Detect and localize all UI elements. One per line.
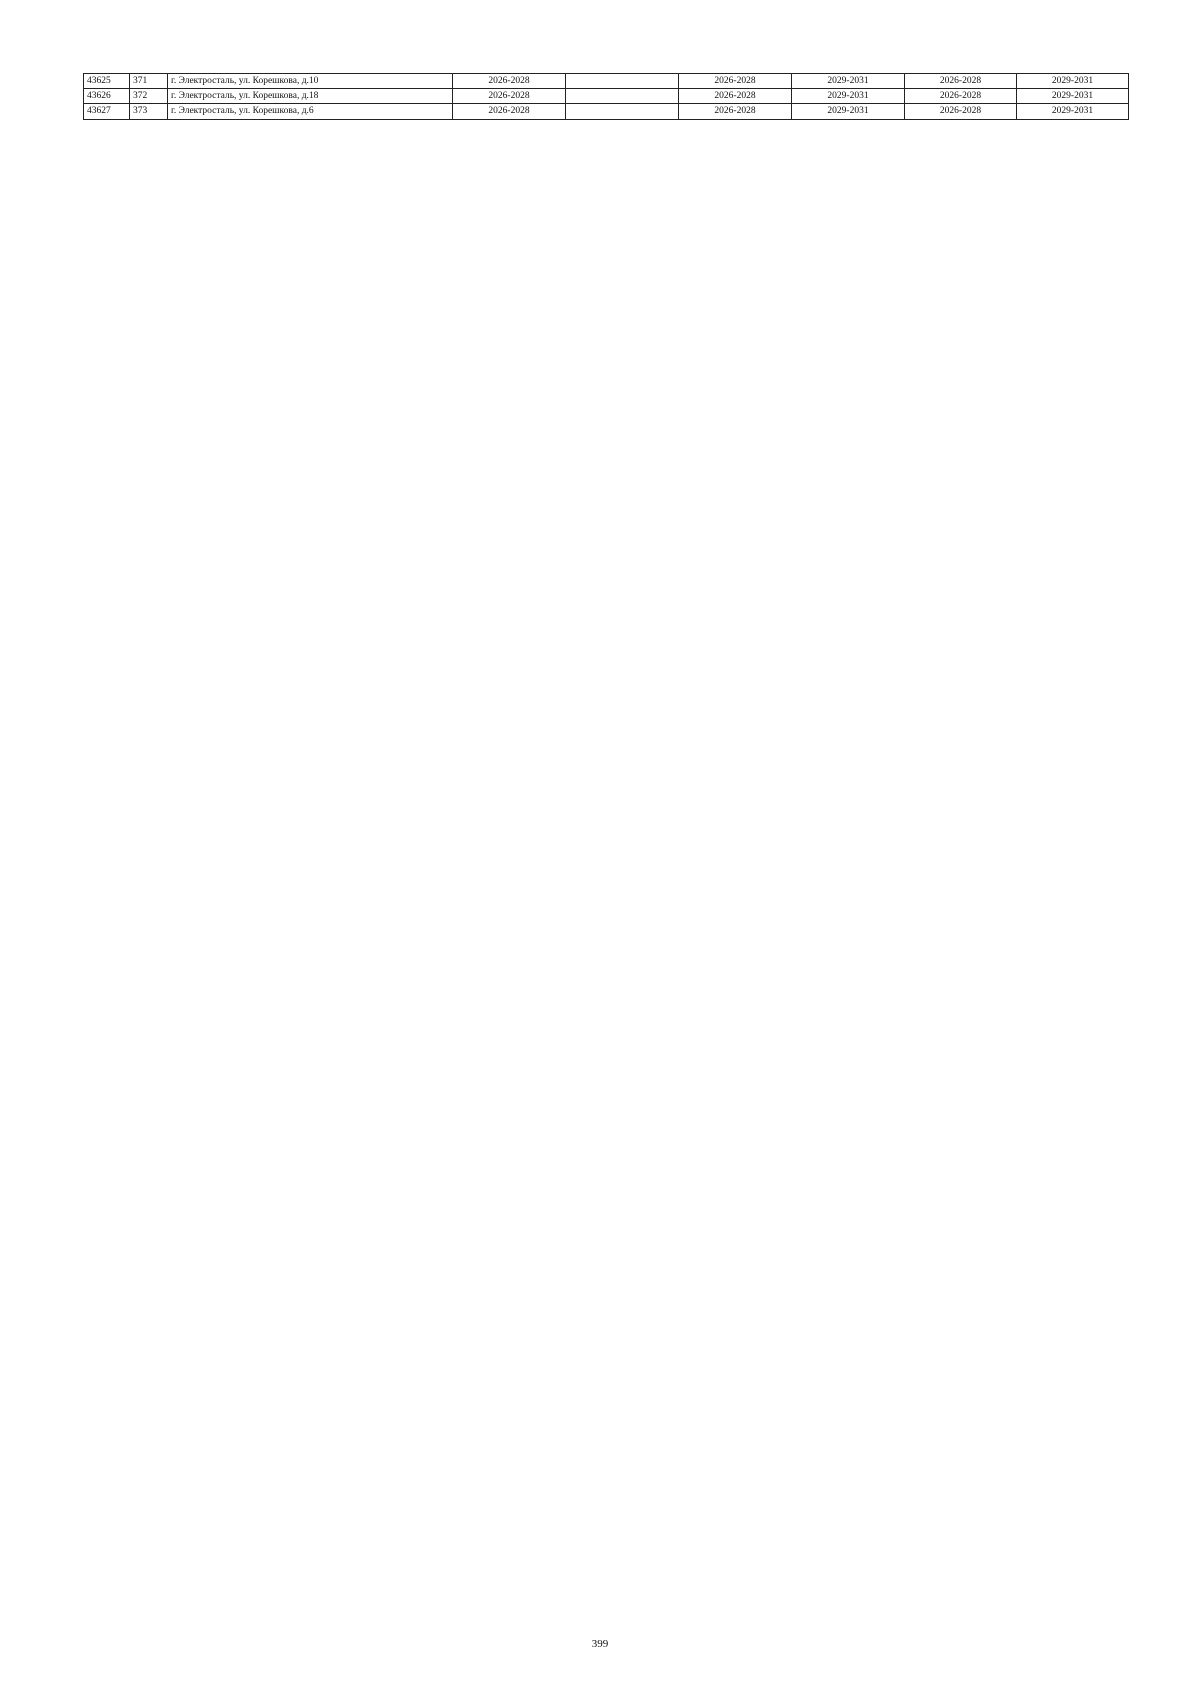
cell-number: 372 xyxy=(130,89,168,104)
cell-period-5: 2026-2028 xyxy=(905,104,1017,119)
cell-id: 43627 xyxy=(84,104,130,119)
cell-number: 371 xyxy=(130,74,168,89)
cell-period-3: 2026-2028 xyxy=(679,74,792,89)
cell-period-4: 2029-2031 xyxy=(792,74,905,89)
cell-period-5: 2026-2028 xyxy=(905,89,1017,104)
cell-period-5: 2026-2028 xyxy=(905,74,1017,89)
cell-address: г. Электросталь, ул. Корешкова, д.18 xyxy=(168,89,453,104)
cell-period-6: 2029-2031 xyxy=(1017,104,1129,119)
cell-period-2 xyxy=(566,74,679,89)
cell-address: г. Электросталь, ул. Корешкова, д.10 xyxy=(168,74,453,89)
cell-period-2 xyxy=(566,104,679,119)
cell-period-3: 2026-2028 xyxy=(679,104,792,119)
cell-period-4: 2029-2031 xyxy=(792,89,905,104)
cell-period-1: 2026-2028 xyxy=(453,104,566,119)
cell-period-3: 2026-2028 xyxy=(679,89,792,104)
cell-period-6: 2029-2031 xyxy=(1017,74,1129,89)
cell-id: 43626 xyxy=(84,89,130,104)
cell-period-6: 2029-2031 xyxy=(1017,89,1129,104)
table-row xyxy=(84,104,1129,119)
cell-address: г. Электросталь, ул. Корешкова, д.6 xyxy=(168,104,453,119)
cell-period-4: 2029-2031 xyxy=(792,104,905,119)
table-body xyxy=(84,74,1129,120)
cell-number: 373 xyxy=(130,104,168,119)
cell-period-1: 2026-2028 xyxy=(453,89,566,104)
schedule-table xyxy=(83,73,1128,120)
table-row xyxy=(84,89,1129,104)
cell-period-1: 2026-2028 xyxy=(453,74,566,89)
table-row xyxy=(84,74,1129,89)
page-number: 399 xyxy=(591,1638,609,1650)
cell-id: 43625 xyxy=(84,74,130,89)
cell-period-2 xyxy=(566,89,679,104)
